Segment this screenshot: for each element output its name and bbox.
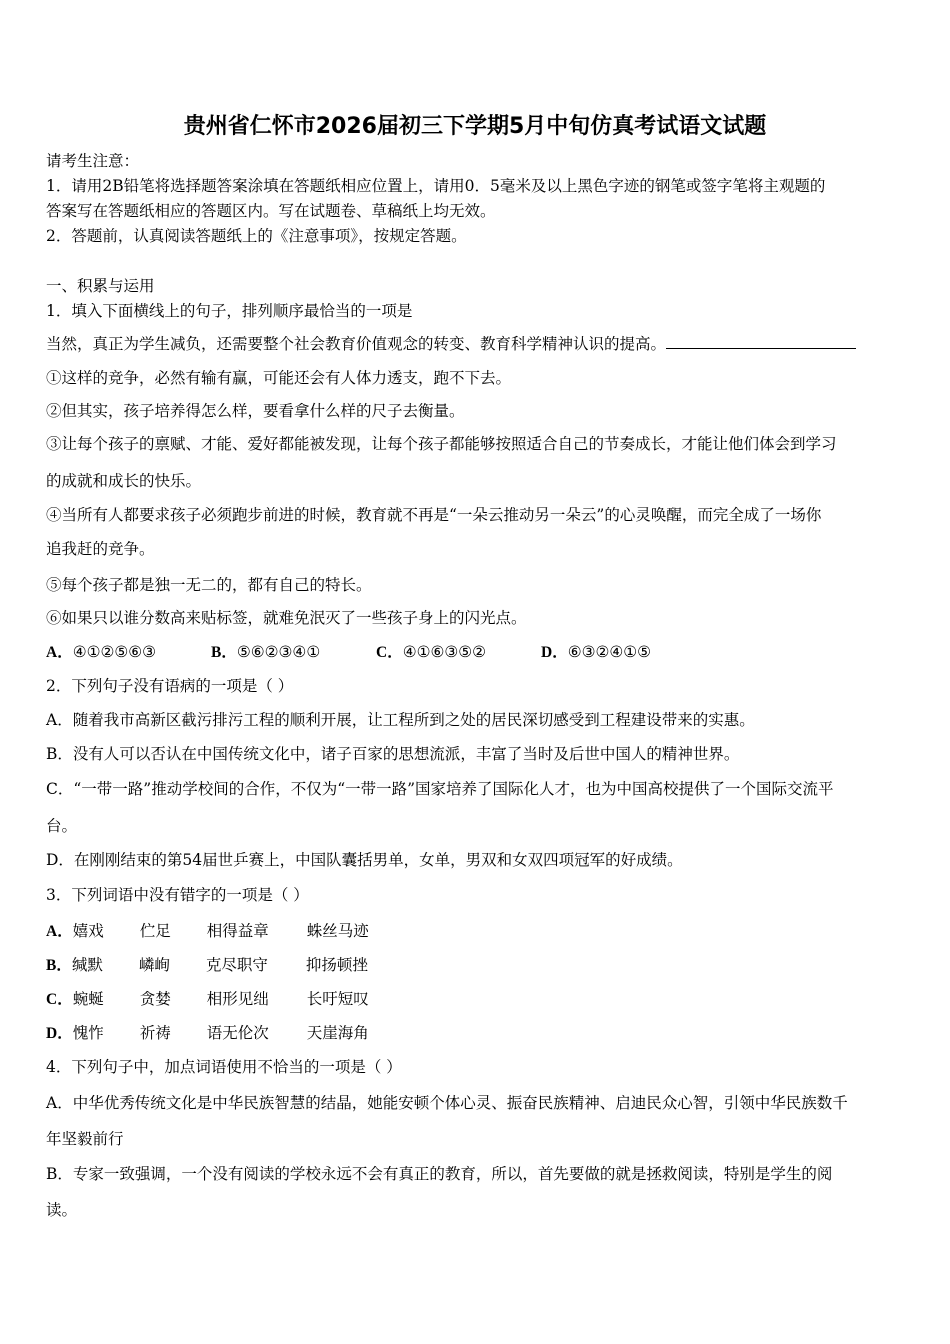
option-line: D．在刚刚结束的第54届世乒赛上，中国队囊括男单，女单，男双和女双四项冠军的好成绩。 [46, 851, 683, 869]
question-2-stem: 2．下列句子没有语病的一项是（ ） [46, 677, 294, 695]
sentence: ④当所有人都要求孩子必须跑步前进的时候，教育就不再是“一朵云推动另一朵云”的心灵唤醒，而完全成了一场你 [46, 506, 822, 524]
question-1-stem: 1．填入下面横线上的句子，排列顺序最恰当的一项是 [46, 302, 413, 320]
option-line: A．随着我市高新区截污排污工程的顺利开展，让工程所到之处的居民深切感受到工程建设带来的实惠。 [46, 711, 755, 729]
sentence: ⑤每个孩子都是独一无二的，都有自己的特长。 [46, 576, 372, 594]
option-a: A．④①②⑤⑥③ [46, 643, 157, 661]
notice-heading: 请考生注意： [46, 152, 140, 170]
option-line: 读。 [46, 1201, 78, 1219]
option-line: 年坚毅前行 [46, 1130, 124, 1148]
sentence: ⑥如果只以谁分数高来贴标签，就难免泯灭了一些孩子身上的闪光点。 [46, 609, 527, 627]
notice-line: 答案写在答题纸相应的答题区内。写在试题卷、草稿纸上均无效。 [46, 202, 496, 220]
option-line: C．“一带一路”推动学校间的合作，不仅为“一带一路”国家培养了国际化人才，也为中国高校提供了一个国际交流平 [46, 780, 834, 798]
option-c: C．④①⑥③⑤② [376, 643, 487, 661]
option-d: D．愧怍 祈祷 语无伦次 天崖海角 [46, 1024, 369, 1042]
option-c: C．蜿蜒 贪婪 相形见绌 长吁短叹 [46, 990, 369, 1008]
option-line: A．中华优秀传统文化是中华民族智慧的结晶，她能安顿个体心灵、振奋民族精神、启迪民众心智，引领中华民族数千 [46, 1094, 848, 1112]
sentence: 追我赶的竞争。 [46, 540, 155, 558]
option-line: 台。 [46, 817, 78, 835]
question-1-context [46, 334, 856, 354]
option-line: B．没有人可以否认在中国传统文化中，诸子百家的思想流派，丰富了当时及后世中国人的精神世界。 [46, 745, 740, 763]
section-heading: 一、积累与运用 [46, 277, 155, 295]
question-1-options [46, 642, 651, 663]
option-a: A．嬉戏 伫足 相得益章 蛛丝马迹 [46, 922, 369, 940]
sentence: 的成就和成长的快乐。 [46, 472, 202, 490]
page-title: 贵州省仁怀市2026届初三下学期5月中旬仿真考试语文试题 [183, 114, 767, 139]
question-3-stem: 3．下列词语中没有错字的一项是（ ） [46, 886, 309, 904]
question-4-stem: 4．下列句子中，加点词语使用不恰当的一项是（ ） [46, 1058, 402, 1076]
sentence: ①这样的竞争，必然有输有赢，可能还会有人体力透支，跑不下去。 [46, 369, 512, 387]
sentence: ③让每个孩子的禀赋、才能、爱好都能被发现，让每个孩子都能够按照适合自己的节奏成长，才能让他们体会到学习 [46, 435, 837, 453]
option-d: D．⑥③②④①⑤ [541, 643, 652, 661]
option-b: B．⑤⑥②③④① [211, 643, 321, 661]
option-line: B．专家一致强调，一个没有阅读的学校永远不会有真正的教育，所以，首先要做的就是拯救阅读，特别是学生的阅 [46, 1165, 833, 1183]
option-b: B．缄默 嶙峋 克尽职守 抑扬顿挫 [46, 956, 368, 974]
context-text: 当然，真正为学生减负，还需要整个社会教育价值观念的转变、教育科学精神认识的提高。 [46, 335, 667, 353]
answer-blank [666, 334, 856, 349]
notice-line: 2．答题前，认真阅读答题纸上的《注意事项》，按规定答题。 [46, 227, 467, 245]
notice-line: 1．请用2B铅笔将选择题答案涂填在答题纸相应位置上，请用0．5毫米及以上黑色字迹的钢笔或签字笔将主观题的 [46, 177, 826, 195]
sentence: ②但其实，孩子培养得怎么样，要看拿什么样的尺子去衡量。 [46, 402, 465, 420]
